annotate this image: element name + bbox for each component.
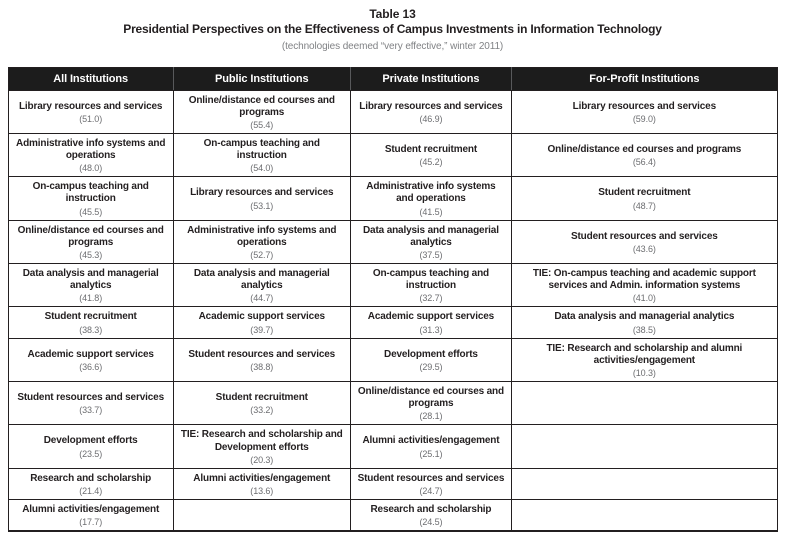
table-cell xyxy=(173,220,350,263)
table-cell xyxy=(512,425,777,468)
cell-label: On-campus teaching and instruction xyxy=(32,181,149,205)
table-number: Table 13 xyxy=(369,7,416,21)
cell-label: Development efforts xyxy=(384,348,478,360)
cell-value: (44.7) xyxy=(250,293,274,304)
table-row xyxy=(8,133,777,176)
table-row xyxy=(8,499,777,531)
rankings-table xyxy=(8,67,778,533)
cell-label: On-campus teaching and instruction xyxy=(203,137,320,162)
cell-value: (46.9) xyxy=(419,113,443,124)
table-cell xyxy=(173,133,350,176)
cell-value: (17.7) xyxy=(79,517,103,528)
cell-label: TIE: Research and scholarship and Development efforts xyxy=(180,429,343,453)
table-cell xyxy=(350,338,511,381)
cell-label: Online/distance ed courses and programs xyxy=(17,224,164,248)
cell-value: (56.4) xyxy=(632,157,656,168)
cell-label: Data analysis and managerial analytics xyxy=(193,268,330,292)
cell-label: Data analysis and managerial analytics xyxy=(22,268,159,292)
cell-label: Research and scholarship xyxy=(30,472,152,484)
cell-value: (25.1) xyxy=(419,448,443,459)
cell-label: Library resources and services xyxy=(572,100,717,112)
cell-value: (41.8) xyxy=(79,293,103,304)
cell-label: Student resources and services xyxy=(570,230,718,242)
cell-label: Alumni activities/engagement xyxy=(22,503,160,515)
table-cell xyxy=(8,90,173,133)
cell-label: TIE: On-campus teaching and academic support services and Admin. information systems xyxy=(532,268,756,292)
table-cell xyxy=(512,499,777,531)
cell-value: (28.1) xyxy=(419,411,443,422)
cell-value: (55.4) xyxy=(250,119,274,130)
table-cell xyxy=(8,264,173,307)
cell-label: Alumni activities/engagement xyxy=(193,472,331,484)
table-row xyxy=(8,264,777,307)
cell-label: Online/distance ed courses and programs xyxy=(357,385,504,410)
table-header-row xyxy=(8,67,777,90)
cell-label: Academic support services xyxy=(27,348,154,360)
cell-label: Administrative info systems and operations xyxy=(366,181,496,205)
table-cell xyxy=(350,264,511,307)
cell-value: (41.0) xyxy=(632,293,656,304)
cell-label: Student recruitment xyxy=(44,311,137,323)
table-row xyxy=(8,220,777,263)
table-cell xyxy=(173,177,350,220)
table-cell xyxy=(173,307,350,338)
table-row xyxy=(8,90,777,133)
column-header-public-institutions: Public Institutions xyxy=(173,67,350,90)
table-cell xyxy=(512,307,777,338)
column-header-all-institutions: All Institutions xyxy=(8,67,173,90)
table-cell xyxy=(350,220,511,263)
cell-label: Administrative info systems and operations xyxy=(16,137,166,162)
table-row xyxy=(8,425,777,468)
table-cell xyxy=(512,468,777,499)
table-cell xyxy=(8,338,173,381)
table-body xyxy=(8,90,777,531)
table-cell xyxy=(8,307,173,338)
table-cell xyxy=(512,381,777,424)
cell-value: (53.1) xyxy=(250,200,274,211)
cell-label: Administrative info systems and operations xyxy=(187,224,337,248)
table-cell xyxy=(8,220,173,263)
cell-value: (24.7) xyxy=(419,485,443,496)
table-cell xyxy=(350,425,511,468)
cell-value: (23.5) xyxy=(79,448,103,459)
table-cell xyxy=(350,381,511,424)
cell-label: Research and scholarship xyxy=(370,503,492,515)
cell-value: (45.2) xyxy=(419,157,443,168)
table-row xyxy=(8,177,777,220)
cell-value: (37.5) xyxy=(419,250,443,261)
cell-value: (36.6) xyxy=(79,361,103,372)
table-cell xyxy=(350,468,511,499)
cell-label: Alumni activities/engagement xyxy=(362,435,500,447)
cell-value: (45.3) xyxy=(79,250,103,261)
cell-value: (45.5) xyxy=(79,206,103,217)
cell-value: (31.3) xyxy=(419,324,443,335)
table-cell xyxy=(8,177,173,220)
cell-label: Student resources and services xyxy=(17,392,164,404)
table-title: Presidential Perspectives on the Effectiveness of Campus Investments in Information Technology xyxy=(123,22,662,37)
cell-value: (32.7) xyxy=(419,293,443,304)
cell-value: (38.3) xyxy=(79,324,103,335)
table-subtitle: (technologies deemed “very effective,” winter 2011) xyxy=(281,40,504,52)
cell-value: (52.7) xyxy=(250,250,274,261)
table-cell xyxy=(350,177,511,220)
table-row xyxy=(8,338,777,381)
table-cell xyxy=(173,90,350,133)
cell-value: (54.0) xyxy=(250,163,274,174)
cell-label: Data analysis and managerial analytics xyxy=(554,311,735,323)
table-cell xyxy=(512,177,777,220)
cell-value: (33.2) xyxy=(250,405,274,416)
table-cell xyxy=(8,499,173,531)
cell-label: Student recruitment xyxy=(215,392,308,404)
table-cell xyxy=(8,425,173,468)
column-header-for-profit-institutions: For-Profit Institutions xyxy=(512,67,777,90)
table-cell xyxy=(512,220,777,263)
cell-label: Library resources and services xyxy=(359,100,503,112)
table-cell xyxy=(350,499,511,531)
cell-label: Student resources and services xyxy=(188,348,336,360)
table-cell xyxy=(350,133,511,176)
cell-value: (13.6) xyxy=(250,485,274,496)
table-cell xyxy=(512,338,777,381)
table-cell xyxy=(173,264,350,307)
table-cell xyxy=(8,133,173,176)
cell-label: Academic support services xyxy=(367,311,495,323)
table-row xyxy=(8,381,777,424)
table-cell xyxy=(173,381,350,424)
cell-value: (29.5) xyxy=(419,361,443,372)
cell-label: On-campus teaching and instruction xyxy=(372,268,490,292)
cell-label: TIE: Research and scholarship and alumni activities/engagement xyxy=(546,342,743,366)
cell-label: Online/distance ed courses and programs xyxy=(188,94,335,118)
cell-value: (38.8) xyxy=(250,361,274,372)
table-cell xyxy=(8,381,173,424)
cell-label: Academic support services xyxy=(198,311,325,323)
cell-label: Student resources and services xyxy=(357,472,505,484)
cell-value: (39.7) xyxy=(250,324,274,335)
cell-label: Data analysis and managerial analytics xyxy=(362,224,499,248)
cell-value: (59.0) xyxy=(632,113,656,124)
table-row xyxy=(8,468,777,499)
cell-value: (43.6) xyxy=(632,243,656,254)
column-header-private-institutions: Private Institutions xyxy=(350,67,511,90)
table-cell xyxy=(512,90,777,133)
table-cell xyxy=(512,133,777,176)
cell-value: (51.0) xyxy=(79,113,103,124)
table-cell xyxy=(173,425,350,468)
cell-value: (24.5) xyxy=(419,517,443,528)
cell-label: Development efforts xyxy=(43,435,138,447)
cell-label: Student recruitment xyxy=(598,187,691,199)
table-cell xyxy=(512,264,777,307)
cell-value: (48.7) xyxy=(632,200,656,211)
cell-value: (20.3) xyxy=(250,454,274,465)
cell-value: (48.0) xyxy=(79,163,103,174)
cell-value: (10.3) xyxy=(632,367,656,378)
cell-label: Library resources and services xyxy=(190,187,334,199)
table-cell xyxy=(8,468,173,499)
cell-value: (21.4) xyxy=(79,485,103,496)
cell-value: (33.7) xyxy=(79,405,103,416)
cell-label: Online/distance ed courses and programs xyxy=(547,143,742,155)
cell-label: Student recruitment xyxy=(384,143,478,155)
table-cell xyxy=(350,90,511,133)
page-title-block xyxy=(0,7,785,54)
table-cell xyxy=(173,499,350,531)
cell-label: Library resources and services xyxy=(18,100,163,112)
cell-value: (38.5) xyxy=(632,324,656,335)
table-row xyxy=(8,307,777,338)
cell-value: (41.5) xyxy=(419,206,443,217)
table-cell xyxy=(173,338,350,381)
table-cell xyxy=(173,468,350,499)
table-cell xyxy=(350,307,511,338)
